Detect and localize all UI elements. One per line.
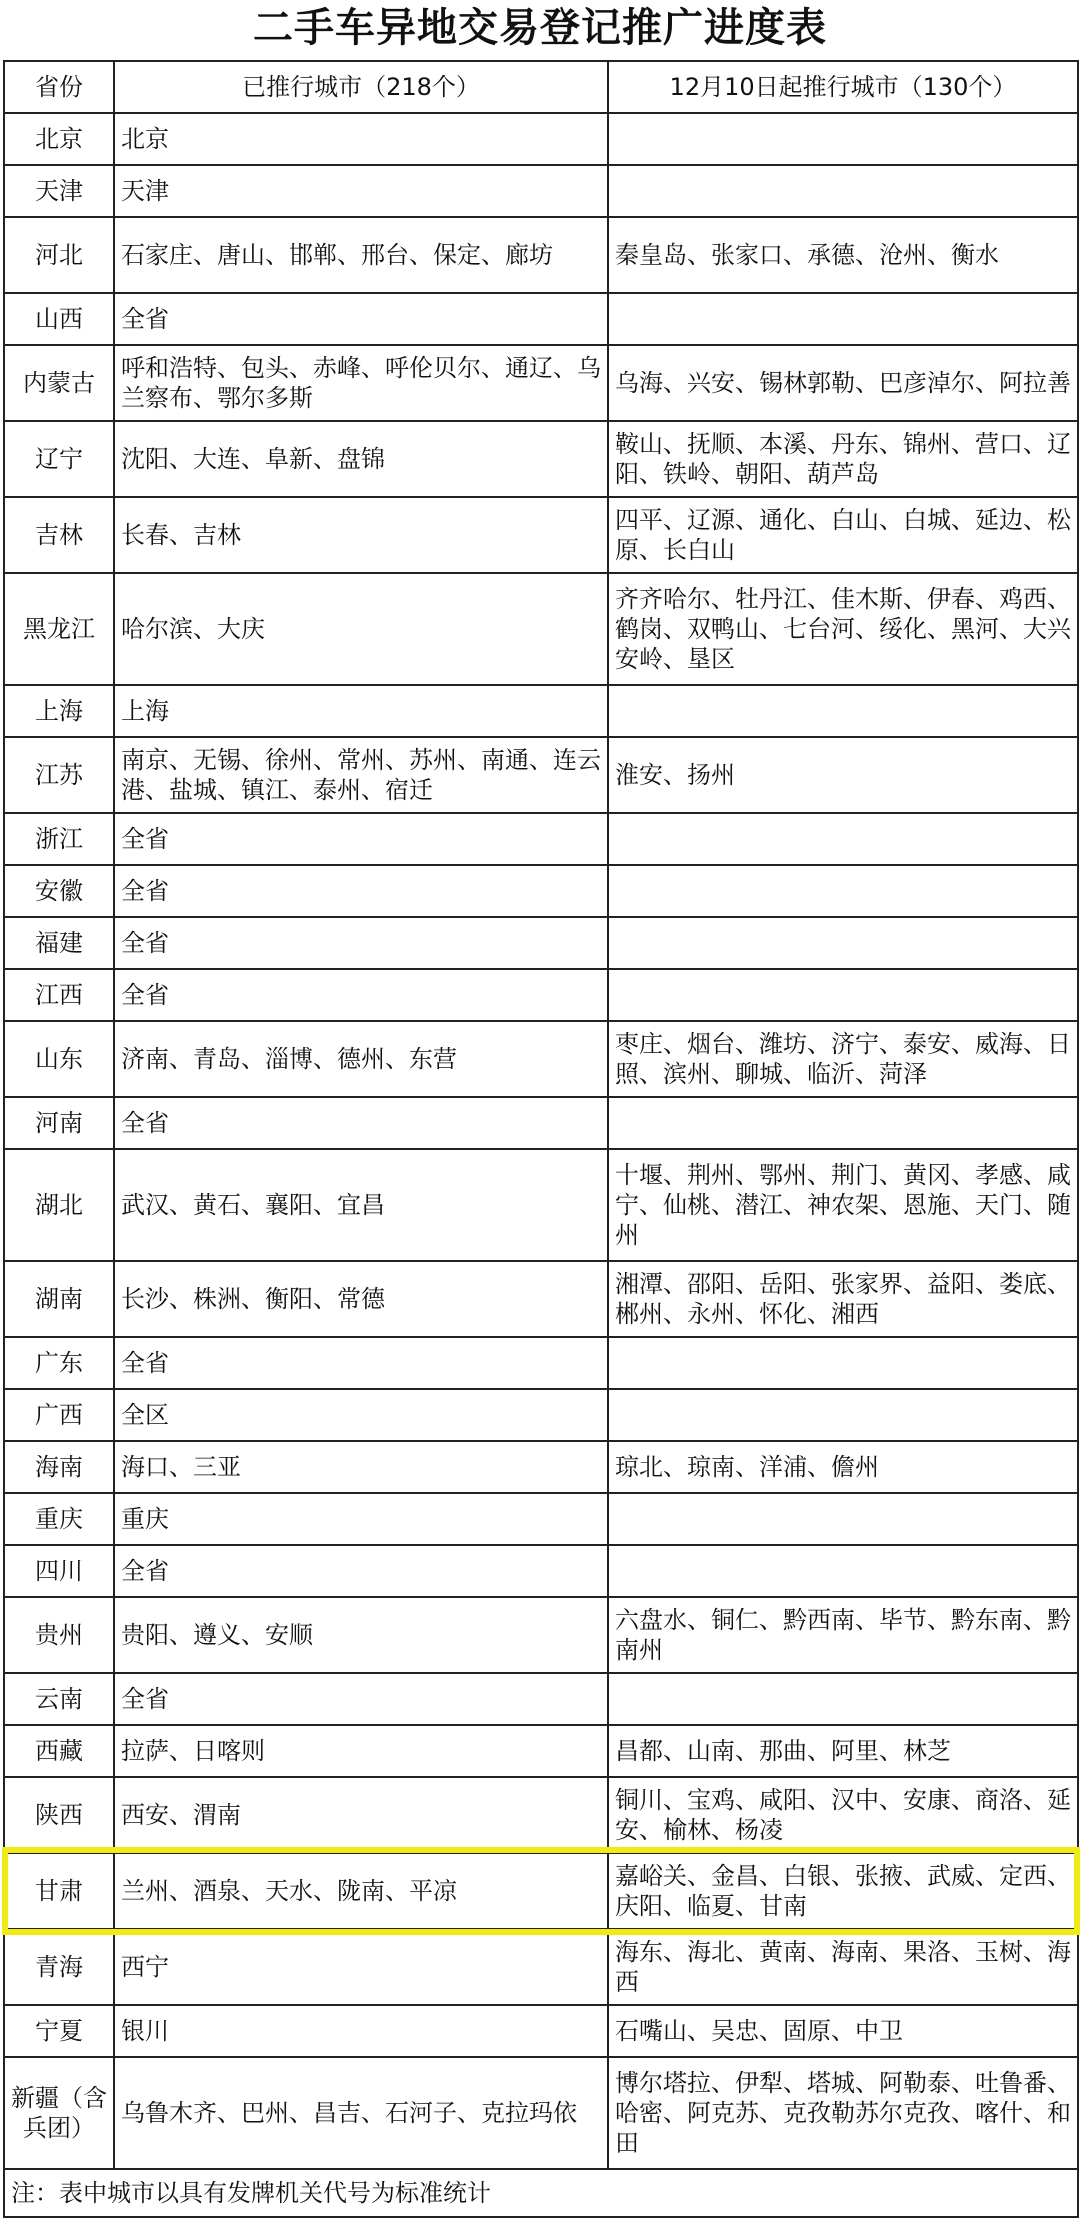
table-row xyxy=(4,497,1078,573)
already-cities-cell: 济南、青岛、淄博、德州、东营 xyxy=(114,1021,608,1097)
already-cities-cell: 西宁 xyxy=(114,1929,608,2005)
province-cell: 河北 xyxy=(4,217,114,293)
already-cities-cell: 海口、三亚 xyxy=(114,1441,608,1493)
province-cell: 上海 xyxy=(4,685,114,737)
table-row xyxy=(4,1097,1078,1149)
table-row xyxy=(4,1261,1078,1337)
column-header-already: 已推行城市（218个） xyxy=(114,61,608,113)
new-cities-cell: 鞍山、抚顺、本溪、丹东、锦州、营口、辽阳、铁岭、朝阳、葫芦岛 xyxy=(608,421,1078,497)
province-cell: 江苏 xyxy=(4,737,114,813)
already-cities-cell: 重庆 xyxy=(114,1493,608,1545)
table-row xyxy=(4,917,1078,969)
province-cell: 山西 xyxy=(4,293,114,345)
already-cities-cell: 乌鲁木齐、巴州、昌吉、石河子、克拉玛依 xyxy=(114,2057,608,2169)
page-title: 二手车异地交易登记推广进度表 xyxy=(253,4,827,51)
already-cities-cell: 全省 xyxy=(114,1337,608,1389)
table-row xyxy=(4,2005,1078,2057)
new-cities-cell: 海东、海北、黄南、海南、果洛、玉树、海西 xyxy=(608,1929,1078,2005)
table-row xyxy=(4,1673,1078,1725)
new-cities-cell xyxy=(608,1493,1078,1545)
already-cities-cell: 哈尔滨、大庆 xyxy=(114,573,608,685)
table-note: 注：表中城市以具有发牌机关代号为标准统计 xyxy=(4,2169,1078,2217)
new-cities-cell: 枣庄、烟台、潍坊、济宁、泰安、威海、日照、滨州、聊城、临沂、菏泽 xyxy=(608,1021,1078,1097)
already-cities-cell: 南京、无锡、徐州、常州、苏州、南通、连云港、盐城、镇江、泰州、宿迁 xyxy=(114,737,608,813)
already-cities-cell: 全省 xyxy=(114,865,608,917)
new-cities-cell: 六盘水、铜仁、黔西南、毕节、黔东南、黔南州 xyxy=(608,1597,1078,1673)
new-cities-cell: 齐齐哈尔、牡丹江、佳木斯、伊春、鸡西、鹤岗、双鸭山、七台河、绥化、黑河、大兴安岭、垦区 xyxy=(608,573,1078,685)
already-cities-cell: 北京 xyxy=(114,113,608,165)
new-cities-cell xyxy=(608,1673,1078,1725)
province-cell: 广西 xyxy=(4,1389,114,1441)
table-row xyxy=(4,113,1078,165)
column-header-province: 省份 xyxy=(4,61,114,113)
already-cities-cell: 贵阳、遵义、安顺 xyxy=(114,1597,608,1673)
already-cities-cell: 全省 xyxy=(114,969,608,1021)
table-row xyxy=(4,421,1078,497)
table-row-highlighted xyxy=(4,1853,1078,1929)
table-row xyxy=(4,1149,1078,1261)
already-cities-cell: 西安、渭南 xyxy=(114,1777,608,1853)
province-cell: 云南 xyxy=(4,1673,114,1725)
table-row xyxy=(4,1929,1078,2005)
table-row xyxy=(4,573,1078,685)
new-cities-cell: 秦皇岛、张家口、承德、沧州、衡水 xyxy=(608,217,1078,293)
new-cities-cell: 博尔塔拉、伊犁、塔城、阿勒泰、吐鲁番、哈密、阿克苏、克孜勒苏尔克孜、喀什、和田 xyxy=(608,2057,1078,2169)
table-row xyxy=(4,345,1078,421)
new-cities-cell xyxy=(608,685,1078,737)
table-header-row xyxy=(4,61,1078,113)
province-cell: 湖北 xyxy=(4,1149,114,1261)
new-cities-cell xyxy=(608,969,1078,1021)
province-cell: 甘肃 xyxy=(4,1853,114,1929)
already-cities-cell: 拉萨、日喀则 xyxy=(114,1725,608,1777)
already-cities-cell: 全省 xyxy=(114,1097,608,1149)
province-cell: 陕西 xyxy=(4,1777,114,1853)
progress-table xyxy=(3,60,1079,2218)
already-cities-cell: 兰州、酒泉、天水、陇南、平凉 xyxy=(114,1853,608,1929)
table-row xyxy=(4,217,1078,293)
province-cell: 安徽 xyxy=(4,865,114,917)
province-cell: 宁夏 xyxy=(4,2005,114,2057)
already-cities-cell: 武汉、黄石、襄阳、宜昌 xyxy=(114,1149,608,1261)
table-row xyxy=(4,813,1078,865)
already-cities-cell: 呼和浩特、包头、赤峰、呼伦贝尔、通辽、乌兰察布、鄂尔多斯 xyxy=(114,345,608,421)
already-cities-cell: 沈阳、大连、阜新、盘锦 xyxy=(114,421,608,497)
already-cities-cell: 全区 xyxy=(114,1389,608,1441)
new-cities-cell: 琼北、琼南、洋浦、儋州 xyxy=(608,1441,1078,1493)
table-row xyxy=(4,1021,1078,1097)
already-cities-cell: 全省 xyxy=(114,813,608,865)
table-row xyxy=(4,1441,1078,1493)
table-row xyxy=(4,1337,1078,1389)
table-row xyxy=(4,1597,1078,1673)
table-row xyxy=(4,165,1078,217)
new-cities-cell: 四平、辽源、通化、白山、白城、延边、松原、长白山 xyxy=(608,497,1078,573)
table-row xyxy=(4,969,1078,1021)
province-cell: 黑龙江 xyxy=(4,573,114,685)
already-cities-cell: 全省 xyxy=(114,293,608,345)
already-cities-cell: 长春、吉林 xyxy=(114,497,608,573)
province-cell: 广东 xyxy=(4,1337,114,1389)
province-cell: 辽宁 xyxy=(4,421,114,497)
table-row xyxy=(4,865,1078,917)
table-row xyxy=(4,737,1078,813)
province-cell: 四川 xyxy=(4,1545,114,1597)
province-cell: 内蒙古 xyxy=(4,345,114,421)
already-cities-cell: 石家庄、唐山、邯郸、邢台、保定、廊坊 xyxy=(114,217,608,293)
province-cell: 天津 xyxy=(4,165,114,217)
already-cities-cell: 全省 xyxy=(114,917,608,969)
province-cell: 江西 xyxy=(4,969,114,1021)
already-cities-cell: 银川 xyxy=(114,2005,608,2057)
province-cell: 重庆 xyxy=(4,1493,114,1545)
province-cell: 山东 xyxy=(4,1021,114,1097)
new-cities-cell xyxy=(608,1545,1078,1597)
new-cities-cell xyxy=(608,1337,1078,1389)
table-row xyxy=(4,685,1078,737)
table-row xyxy=(4,1545,1078,1597)
new-cities-cell: 嘉峪关、金昌、白银、张掖、武威、定西、庆阳、临夏、甘南 xyxy=(608,1853,1078,1929)
new-cities-cell: 铜川、宝鸡、咸阳、汉中、安康、商洛、延安、榆林、杨凌 xyxy=(608,1777,1078,1853)
new-cities-cell xyxy=(608,165,1078,217)
table-row xyxy=(4,1389,1078,1441)
table-row xyxy=(4,293,1078,345)
new-cities-cell xyxy=(608,917,1078,969)
new-cities-cell: 十堰、荆州、鄂州、荆门、黄冈、孝感、咸宁、仙桃、潜江、神农架、恩施、天门、随州 xyxy=(608,1149,1078,1261)
new-cities-cell xyxy=(608,865,1078,917)
province-cell: 青海 xyxy=(4,1929,114,2005)
column-header-from-dec10: 12月10日起推行城市（130个） xyxy=(608,61,1078,113)
province-cell: 吉林 xyxy=(4,497,114,573)
province-cell: 北京 xyxy=(4,113,114,165)
table-row xyxy=(4,1725,1078,1777)
new-cities-cell xyxy=(608,113,1078,165)
table-row xyxy=(4,1493,1078,1545)
province-cell: 河南 xyxy=(4,1097,114,1149)
province-cell: 贵州 xyxy=(4,1597,114,1673)
province-cell: 海南 xyxy=(4,1441,114,1493)
table-row xyxy=(4,1777,1078,1853)
already-cities-cell: 天津 xyxy=(114,165,608,217)
province-cell: 福建 xyxy=(4,917,114,969)
province-cell: 新疆（含兵团） xyxy=(4,2057,114,2169)
already-cities-cell: 全省 xyxy=(114,1673,608,1725)
note-row xyxy=(4,2169,1078,2217)
new-cities-cell: 淮安、扬州 xyxy=(608,737,1078,813)
province-cell: 西藏 xyxy=(4,1725,114,1777)
new-cities-cell: 乌海、兴安、锡林郭勒、巴彦淖尔、阿拉善 xyxy=(608,345,1078,421)
new-cities-cell: 昌都、山南、那曲、阿里、林芝 xyxy=(608,1725,1078,1777)
new-cities-cell xyxy=(608,813,1078,865)
already-cities-cell: 长沙、株洲、衡阳、常德 xyxy=(114,1261,608,1337)
already-cities-cell: 全省 xyxy=(114,1545,608,1597)
new-cities-cell: 石嘴山、吴忠、固原、中卫 xyxy=(608,2005,1078,2057)
new-cities-cell xyxy=(608,1389,1078,1441)
table-row xyxy=(4,2057,1078,2169)
new-cities-cell: 湘潭、邵阳、岳阳、张家界、益阳、娄底、郴州、永州、怀化、湘西 xyxy=(608,1261,1078,1337)
new-cities-cell xyxy=(608,1097,1078,1149)
province-cell: 湖南 xyxy=(4,1261,114,1337)
already-cities-cell: 上海 xyxy=(114,685,608,737)
new-cities-cell xyxy=(608,293,1078,345)
province-cell: 浙江 xyxy=(4,813,114,865)
